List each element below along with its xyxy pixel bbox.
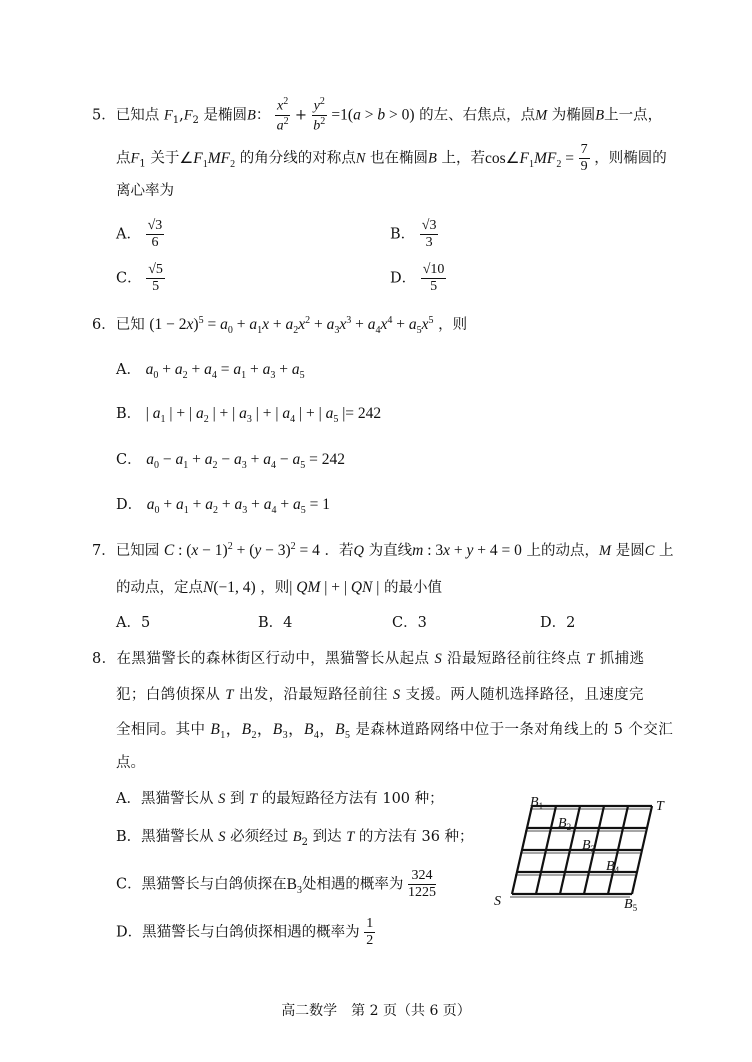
label-b1: $B_1$ — [530, 795, 544, 811]
q6-stem: 6．已知 $(1 - 2x)^5 = a_0 + a_1x + a_2x^2 + a_3x^3 + a_4x^4 + a_5x^5$ ，则 — [92, 315, 468, 337]
label-b5: $B_5$ — [624, 897, 638, 912]
q8-option-b: B．黑猫警长从 S 必须经过 $B_2$ 到达 T 的方法有 36 种； — [116, 829, 474, 848]
q7-option-b: B．4 — [258, 615, 293, 631]
q5-option-b: B． $\frac{√3}{3}$ — [390, 218, 437, 251]
cos-value-fraction: $\frac{7}{9}$ — [580, 142, 588, 175]
label-b3: $B_3$ — [582, 838, 596, 854]
q6-option-c: C． $a_0 - a_1 + a_2 - a_3 + a_4 - a_5 = 242$ — [116, 451, 345, 472]
q6-option-d: D． $a_0 + a_1 + a_2 + a_3 + a_4 + a_5 = 1$ — [116, 496, 330, 517]
q7-line2: 的动点，定点N(−1, 4) ，则| QM | + | QN | 的最小值 — [116, 579, 442, 596]
ellipse-x-term: $\frac{x^2}{a^2}$ — [276, 96, 289, 134]
q8-line1: 8．在黑猫警长的森林街区行动中，黑猫警长从起点 S 沿最短路径前往终点 T 抓捕逃 — [92, 651, 645, 667]
label-b4: $B_4$ — [606, 859, 620, 875]
label-s: S — [494, 894, 501, 909]
q7-option-c: C．3 — [392, 615, 427, 631]
q8-line2: 犯；白鸽侦探从 T 出发，沿最短路径前往 S 支援。两人随机选择路径，且速度完 — [116, 687, 644, 703]
q5-option-c: C． $\frac{√5}{5}$ — [116, 262, 163, 295]
q8-option-a: A．黑猫警长从 S 到 T 的最短路径方法有 100 种； — [116, 791, 444, 807]
q6-option-a: A． $a_0 + a_2 + a_4 = a_1 + a_3 + a_5$ — [116, 361, 305, 382]
ellipse-y-term: $\frac{y^2}{b^2}$ — [313, 96, 326, 134]
q8-line4: 点。 — [116, 755, 145, 771]
q8-option-d: D．黑猫警长与白鸽侦探相遇的概率为 $\frac{1}{2}$ — [116, 916, 374, 949]
q7-line1: 7．已知园 C : $(x - 1)^2 + (y - 3)^2 = 4$ ．若Q 为直线m : 3x + y + 4 = 0 上的动点，M 是圆C 上 — [92, 541, 674, 560]
q5-option-a: A． $\frac{√3}{6}$ — [116, 218, 163, 251]
q5-line2: 点$F_1$ 关于$\angle F_1MF_2$ 的角分线的对称点N 也在椭圆B 上，若$\cos\angle F_1MF_2$ = $\frac{7}{9}$ ，则椭圆的 — [116, 142, 667, 175]
q8-line3: 全相同。其中 $B_1$，$B_2$，$B_3$，$B_4$，$B_5$ 是森林道路网络中位于一条对角线上的 5 个交汇 — [116, 721, 674, 742]
q8-option-c: C．黑猫警长与白鸽侦探在$B_3$处相遇的概率为 $\frac{324}{1225}$ — [116, 868, 437, 901]
q5-line1: 5．已知点 $F_1,F_2$ 是椭圆B： $\frac{x^2}{a^2}$ + $\frac{y^2}{b^2}$ =1(a > b > 0) 的左、右焦点，点M 为椭圆B上一点， — [92, 96, 663, 134]
label-t: T — [656, 799, 664, 814]
q7-option-d: D．2 — [540, 615, 576, 631]
street-grid-figure — [490, 792, 670, 912]
q5-option-d: D． $\frac{√10}{5}$ — [390, 262, 445, 295]
label-b2: $B_2$ — [558, 816, 572, 832]
q7-option-a: A．5 — [116, 615, 151, 631]
page-footer: 高二数学 第 2 页（共 6 页） — [281, 1003, 471, 1019]
q5-line3: 离心率为 — [116, 183, 174, 199]
q6-option-b: B． | $a_1$ | + | $a_2$ | + | $a_3$ | + | $a_4$ | + | $a_5$ |= 242 — [116, 405, 382, 426]
